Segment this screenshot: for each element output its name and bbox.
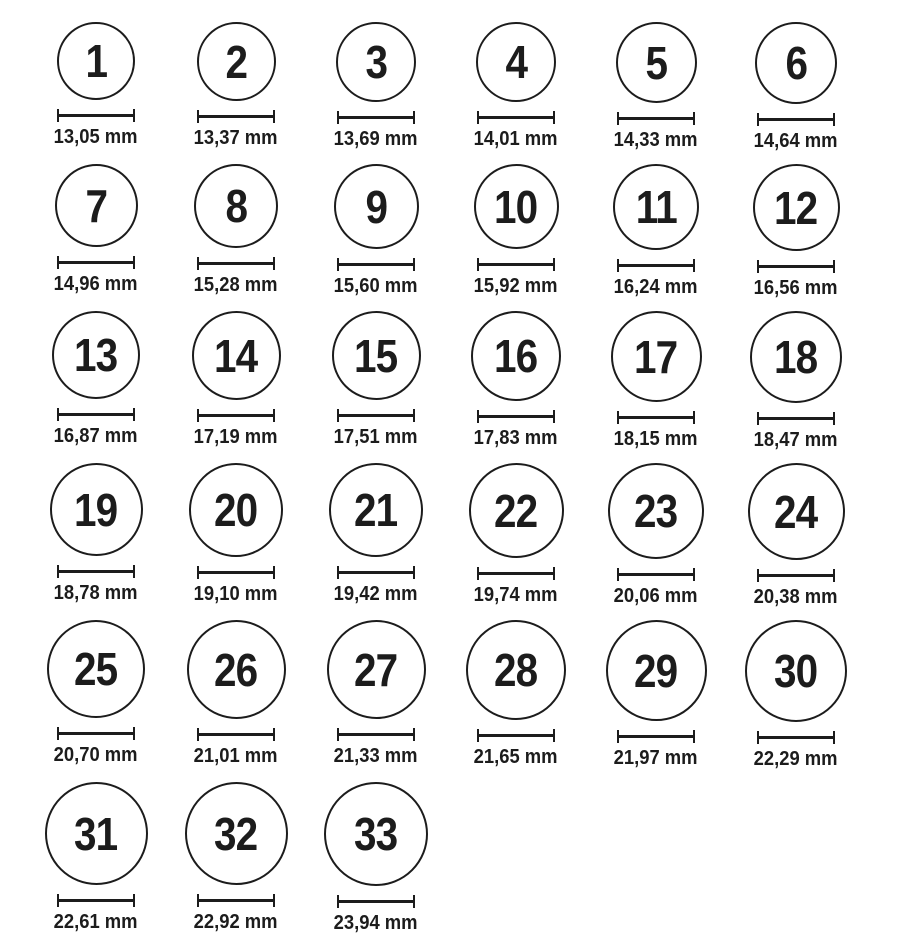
- measure-tick-right: [133, 256, 135, 269]
- size-circle: [755, 22, 837, 104]
- measure-bar: [58, 413, 134, 416]
- measure-tick-right: [553, 729, 555, 742]
- measure-tick-right: [413, 728, 415, 741]
- diameter-label: 17,83 mm: [474, 427, 558, 449]
- size-circle: [57, 22, 135, 100]
- diameter-label: 16,24 mm: [614, 276, 698, 298]
- ring-size-item: [306, 311, 446, 451]
- diameter-label: 21,33 mm: [334, 745, 418, 767]
- size-circle: [616, 22, 697, 103]
- size-number: 23: [634, 485, 678, 537]
- diameter-measure-line: [617, 411, 695, 424]
- measure-bar: [58, 732, 134, 735]
- diameter-measure-line: [337, 111, 415, 124]
- diameter-measure-line: [757, 260, 835, 273]
- size-number: 4: [505, 36, 527, 88]
- size-circle: [608, 463, 704, 559]
- size-number: 9: [365, 180, 387, 233]
- size-circle: [192, 311, 281, 400]
- measure-tick-right: [273, 257, 275, 270]
- diameter-label: 23,94 mm: [334, 912, 418, 934]
- diameter-label: 17,19 mm: [194, 426, 278, 448]
- chart-row: [26, 22, 900, 152]
- measure-tick-right: [693, 112, 695, 125]
- measure-bar: [478, 734, 554, 737]
- measure-tick-right: [273, 110, 275, 123]
- diameter-measure-line: [617, 112, 695, 125]
- size-number: 24: [774, 485, 818, 538]
- measure-bar: [338, 263, 414, 266]
- diameter-label: 21,97 mm: [614, 747, 698, 769]
- size-circle: [611, 311, 702, 402]
- diameter-label: 18,15 mm: [614, 428, 698, 450]
- size-number: 11: [635, 181, 677, 233]
- measure-tick-right: [273, 566, 275, 579]
- ring-size-item: [586, 311, 726, 451]
- size-number: 2: [225, 35, 247, 88]
- measure-bar: [758, 417, 834, 420]
- size-circle: [50, 463, 143, 556]
- diameter-label: 22,29 mm: [754, 748, 838, 770]
- measure-tick-right: [693, 730, 695, 743]
- diameter-measure-line: [337, 566, 415, 579]
- size-circle: [469, 463, 564, 558]
- ring-size-item: [166, 620, 306, 770]
- size-number: 25: [74, 643, 118, 695]
- diameter-measure-line: [757, 113, 835, 126]
- size-circle: [327, 620, 426, 719]
- ring-size-item: [26, 311, 166, 451]
- ring-size-item: [306, 164, 446, 299]
- measure-bar: [58, 899, 134, 902]
- diameter-measure-line: [757, 731, 835, 744]
- size-number: 12: [774, 181, 818, 234]
- ring-size-item: [446, 620, 586, 770]
- size-number: 1: [85, 35, 107, 87]
- diameter-measure-line: [57, 109, 135, 122]
- measure-bar: [338, 116, 414, 119]
- size-number: 16: [494, 330, 538, 382]
- measure-bar: [758, 736, 834, 739]
- size-number: 27: [354, 643, 398, 696]
- size-number: 17: [634, 330, 678, 383]
- ring-size-item: [26, 164, 166, 299]
- size-circle: [197, 22, 276, 101]
- measure-bar: [198, 733, 274, 736]
- size-number: 32: [214, 807, 258, 860]
- measure-tick-right: [273, 728, 275, 741]
- ring-size-item: [446, 164, 586, 299]
- size-number: 31: [74, 807, 118, 860]
- diameter-measure-line: [337, 258, 415, 271]
- measure-tick-right: [413, 566, 415, 579]
- measure-bar: [618, 117, 694, 120]
- ring-size-item: [446, 463, 586, 608]
- diameter-measure-line: [337, 409, 415, 422]
- size-number: 5: [645, 36, 667, 89]
- diameter-measure-line: [477, 111, 555, 124]
- measure-tick-right: [273, 409, 275, 422]
- measure-bar: [338, 900, 414, 903]
- size-number: 7: [85, 179, 107, 232]
- diameter-measure-line: [757, 569, 835, 582]
- size-circle: [324, 782, 428, 886]
- diameter-measure-line: [57, 256, 135, 269]
- measure-bar: [758, 265, 834, 268]
- ring-size-item: [306, 782, 446, 934]
- diameter-measure-line: [197, 409, 275, 422]
- size-circle: [466, 620, 566, 720]
- diameter-measure-line: [477, 258, 555, 271]
- size-circle: [52, 311, 140, 399]
- diameter-label: 22,92 mm: [194, 911, 278, 933]
- ring-size-item: [726, 164, 866, 299]
- diameter-measure-line: [197, 257, 275, 270]
- diameter-label: 13,05 mm: [54, 126, 138, 148]
- measure-bar: [58, 261, 134, 264]
- diameter-measure-line: [617, 568, 695, 581]
- measure-bar: [338, 414, 414, 417]
- measure-tick-right: [133, 565, 135, 578]
- measure-tick-right: [553, 258, 555, 271]
- diameter-measure-line: [477, 729, 555, 742]
- measure-tick-right: [833, 731, 835, 744]
- measure-bar: [338, 571, 414, 574]
- ring-size-item: [726, 22, 866, 152]
- diameter-measure-line: [477, 567, 555, 580]
- measure-bar: [618, 573, 694, 576]
- measure-bar: [618, 735, 694, 738]
- measure-tick-right: [133, 408, 135, 421]
- diameter-measure-line: [337, 895, 415, 908]
- measure-tick-right: [133, 894, 135, 907]
- diameter-measure-line: [477, 410, 555, 423]
- size-number: 6: [785, 37, 807, 89]
- diameter-label: 17,51 mm: [334, 426, 418, 448]
- measure-bar: [758, 118, 834, 121]
- size-number: 29: [634, 644, 678, 697]
- size-number: 21: [354, 484, 398, 536]
- diameter-measure-line: [57, 727, 135, 740]
- diameter-measure-line: [197, 728, 275, 741]
- diameter-measure-line: [757, 412, 835, 425]
- size-circle: [329, 463, 423, 557]
- size-number: 10: [494, 180, 538, 233]
- diameter-label: 21,01 mm: [194, 745, 278, 767]
- measure-bar: [198, 571, 274, 574]
- measure-tick-right: [413, 258, 415, 271]
- size-circle: [474, 164, 559, 249]
- measure-bar: [338, 733, 414, 736]
- measure-bar: [198, 115, 274, 118]
- diameter-label: 19,74 mm: [474, 584, 558, 606]
- chart-row: [26, 164, 900, 299]
- ring-size-item: [446, 22, 586, 152]
- ring-size-item: [166, 311, 306, 451]
- size-number: 14: [214, 329, 258, 382]
- size-circle: [476, 22, 556, 102]
- size-circle: [194, 164, 278, 248]
- measure-bar: [58, 114, 134, 117]
- diameter-label: 20,06 mm: [614, 585, 698, 607]
- diameter-measure-line: [197, 894, 275, 907]
- ring-size-item: [586, 463, 726, 608]
- ring-size-item: [306, 463, 446, 608]
- ring-size-item: [446, 311, 586, 451]
- diameter-measure-line: [617, 730, 695, 743]
- size-number: 15: [354, 329, 398, 382]
- diameter-label: 15,60 mm: [334, 275, 418, 297]
- measure-tick-right: [413, 895, 415, 908]
- measure-tick-right: [693, 411, 695, 424]
- size-circle: [745, 620, 847, 722]
- diameter-label: 20,70 mm: [54, 744, 138, 766]
- size-circle: [55, 164, 138, 247]
- diameter-label: 15,92 mm: [474, 275, 558, 297]
- diameter-label: 19,10 mm: [194, 583, 278, 605]
- measure-tick-right: [273, 894, 275, 907]
- ring-size-item: [26, 463, 166, 608]
- size-circle: [334, 164, 419, 249]
- measure-tick-right: [553, 111, 555, 124]
- chart-row: [26, 463, 900, 608]
- size-number: 19: [74, 483, 118, 536]
- diameter-measure-line: [57, 894, 135, 907]
- chart-row: [26, 620, 900, 770]
- ring-size-item: [726, 311, 866, 451]
- ring-size-item: [26, 620, 166, 770]
- diameter-label: 14,01 mm: [474, 128, 558, 150]
- diameter-label: 13,69 mm: [334, 128, 418, 150]
- measure-tick-right: [693, 259, 695, 272]
- chart-row: [26, 782, 900, 934]
- size-circle: [332, 311, 421, 400]
- size-circle: [189, 463, 283, 557]
- diameter-measure-line: [617, 259, 695, 272]
- size-number: 22: [494, 484, 538, 537]
- diameter-label: 21,65 mm: [474, 746, 558, 768]
- measure-tick-right: [693, 568, 695, 581]
- size-circle: [750, 311, 842, 403]
- diameter-label: 16,87 mm: [54, 425, 138, 447]
- ring-size-item: [586, 22, 726, 152]
- diameter-label: 20,38 mm: [754, 586, 838, 608]
- size-number: 28: [494, 644, 538, 696]
- size-circle: [187, 620, 286, 719]
- ring-size-item: [166, 164, 306, 299]
- measure-bar: [198, 899, 274, 902]
- diameter-label: 13,37 mm: [194, 127, 278, 149]
- measure-bar: [478, 263, 554, 266]
- chart-row: [26, 311, 900, 451]
- diameter-label: 16,56 mm: [754, 277, 838, 299]
- ring-size-item: [166, 782, 306, 934]
- size-number: 3: [365, 36, 387, 88]
- diameter-label: 14,96 mm: [54, 273, 138, 295]
- measure-bar: [478, 572, 554, 575]
- measure-bar: [198, 414, 274, 417]
- measure-tick-right: [133, 109, 135, 122]
- diameter-label: 14,64 mm: [754, 130, 838, 152]
- measure-tick-right: [553, 567, 555, 580]
- ring-size-item: [306, 620, 446, 770]
- measure-bar: [58, 570, 134, 573]
- measure-tick-right: [413, 409, 415, 422]
- diameter-measure-line: [197, 110, 275, 123]
- measure-tick-right: [133, 727, 135, 740]
- diameter-label: 22,61 mm: [54, 911, 138, 933]
- size-number: 18: [774, 331, 818, 383]
- ring-size-item: [166, 463, 306, 608]
- diameter-measure-line: [57, 408, 135, 421]
- diameter-measure-line: [337, 728, 415, 741]
- size-circle: [748, 463, 845, 560]
- measure-bar: [618, 264, 694, 267]
- diameter-measure-line: [197, 566, 275, 579]
- ring-size-item: [26, 22, 166, 152]
- size-circle: [613, 164, 699, 250]
- size-number: 20: [214, 484, 258, 536]
- size-number: 13: [74, 329, 118, 381]
- ring-size-item: [726, 463, 866, 608]
- ring-size-item: [586, 620, 726, 770]
- diameter-label: 18,78 mm: [54, 582, 138, 604]
- measure-bar: [198, 262, 274, 265]
- ring-size-item: [306, 22, 446, 152]
- measure-tick-right: [413, 111, 415, 124]
- size-circle: [336, 22, 416, 102]
- diameter-label: 18,47 mm: [754, 429, 838, 451]
- measure-tick-right: [833, 260, 835, 273]
- diameter-label: 14,33 mm: [614, 129, 698, 151]
- size-number: 8: [225, 180, 247, 232]
- ring-size-item: [166, 22, 306, 152]
- measure-bar: [758, 574, 834, 577]
- ring-size-item: [586, 164, 726, 299]
- size-number: 33: [354, 808, 398, 860]
- measure-tick-right: [833, 412, 835, 425]
- size-number: 26: [214, 643, 258, 696]
- size-circle: [47, 620, 145, 718]
- ring-size-item: [26, 782, 166, 934]
- measure-bar: [478, 415, 554, 418]
- measure-tick-right: [553, 410, 555, 423]
- size-circle: [45, 782, 148, 885]
- size-number: 30: [774, 645, 818, 697]
- measure-bar: [478, 116, 554, 119]
- diameter-label: 15,28 mm: [194, 274, 278, 296]
- size-circle: [753, 164, 840, 251]
- diameter-measure-line: [57, 565, 135, 578]
- measure-tick-right: [833, 569, 835, 582]
- size-circle: [471, 311, 561, 401]
- size-circle: [606, 620, 707, 721]
- size-circle: [185, 782, 288, 885]
- measure-bar: [618, 416, 694, 419]
- measure-tick-right: [833, 113, 835, 126]
- diameter-label: 19,42 mm: [334, 583, 418, 605]
- ring-size-item: [726, 620, 866, 770]
